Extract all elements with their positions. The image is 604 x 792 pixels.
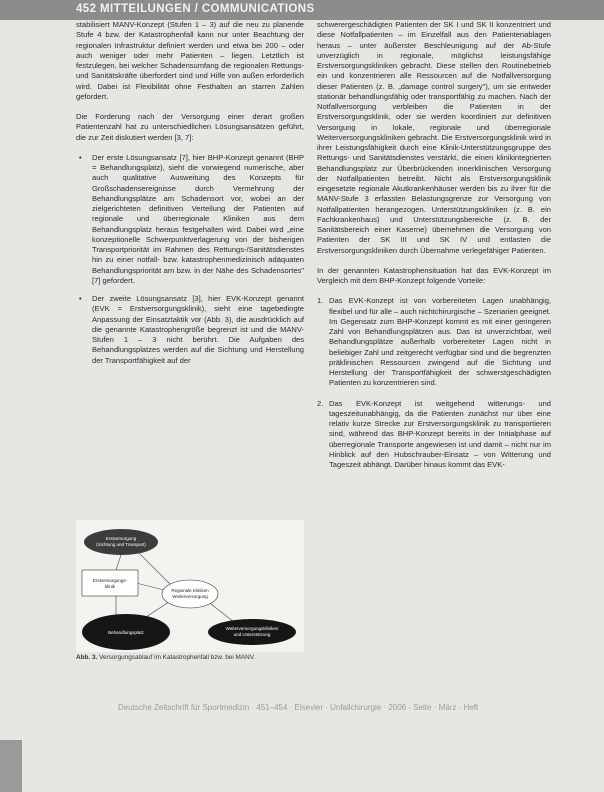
diagram-svg <box>76 520 304 652</box>
node-bottom-right <box>208 619 296 645</box>
node-left-mid-line2: klinik <box>104 584 116 589</box>
right-column <box>317 20 551 480</box>
caption-label: Abb. 3. <box>76 654 98 661</box>
advantage-text: Das EVK-Konzept ist weitgehend witterungs- und tageszeitunabhängig, da die Patienten zunächst nur über eine relativ kurze Strecke zur Erstversorgungsklinik zu transportieren sind, während das BHP-Konzept bereits in der Initialphase auf überregionale Transporte angewiesen ist und damit – nicht nur im Hinblick auf den Hubschrauber-Einsatz – von Witterung und Tageszeit abhängt. Darüber hinaus kommt das EVK- <box>329 398 551 469</box>
node-left-mid <box>82 570 138 596</box>
node-bottom-left-line1: Behandlungsplatz <box>108 630 144 635</box>
left-solutions-paragraph: Die Forderung nach der Versorgung einer derart großen Patientenzahl hat zu unterschiedlichen Lösungsansätzen geführt, die zur Zeit diskutiert werden [3, 7]: <box>76 112 304 142</box>
left-column <box>76 20 304 376</box>
right-intro-paragraph: schwerergeschädigten Patienten der SK I und SK II konzentriert und diese Notfallpatienten – im Einzelfall aus den Patientenablagen heraus – unter äußerster Beschleunigung auf der Ab-Stufe unverzüglich in regionale, möglichst leistungsfähige Erstversorgungskliniken gebracht. Diese stellen den Routinebetrieb ein und konzentrieren alle Ressourcen auf die Notfallversorgung dieser Patienten (z. B. „damage control surgery"), um sie entweder stationär behandlungsfähig oder transportfähig zu machen. Nach der Notfallversorgung verbleiben die Patienten in der Erstversorgungsklinik, oder sie werden koordiniert zur definitiven Versorgung in lokale, regionale und überregionale Weiterversorgungskliniken gebracht. Die Erstversorgungsklinik wird in ihrer Leistungsfähigkeit durch eine Klinik-Unterstützungsgruppe des Rettungs- und Sanitätsdienstes verstärkt, die einen klinikintegrierten Behandlungsplatz zur Überbrückenden innerklinischen Versorgung der Notfallpatienten betreibt. Nicht als Erstversorgungsklinik eingesetzte regionale Akutkrankenhäuser werden bis zu ihrer für die MANV-Stufe 3 erfassten Belastungsgrenze zur Versorgung von Notfallpatienten herangezogen. Unterstützungskliniken (z. B. ein Fachkrankenhaus) und Unterstützungsbereiche (z. B. der Sanitätsbereich einer Kaserne) übernehmen die Versorgung von Patienten der SK III und SK IV und entlasten die Erstversorgungskliniken durch Übernahme verlegefähiger Patienten. <box>317 20 551 255</box>
page-edge-bar <box>0 740 22 792</box>
bullet-evk-concept: • Der zweite Lösungsansatz [3], hier EVK-Konzept genannt (EVK = Erstversorgungsklinik), sieht eine tagebedingte Anpassung der Einsatztaktik vor (Abb. 3), die ausdrücklich auf die genannte Katastrophengröße begrenzt ist und die MANV-Stufen 1 – 3 nicht berührt. Die Aufgaben des Behandlungsplatzes werden auf die Sichtung und Herstellung der Transportfähigkeit auf der <box>76 294 304 366</box>
advantage-item-1 <box>317 296 551 388</box>
figure-3-diagram <box>76 520 304 652</box>
advantage-number: 2. <box>317 398 324 408</box>
node-bottom-right-line1: Weiterversorgungskliniken <box>225 626 279 631</box>
page-number: 452 <box>76 3 97 15</box>
advantage-text: Das EVK-Konzept ist von vorbereiteten Lagen unabhängig, flexibel und für alle – auch nichtchirurgische – Szenarien geeignet. Im Gegensatz zum BHP-Konzept kommt es mit einer geringeren Zahl von Behandlungsplätzen aus. Das ist unverzichtbar, weil Behandlungsplätze außerhalb vorbereiteter Lagen nicht in beliebiger Zahl und zeitgerecht verfügbar sind und die begrenzten präklinischen Ressourcen zwingend auf die Sichtung und Herstellung der Transportfähigkeit der schwerstgeschädigten Patienten zu konzentrieren sind. <box>329 296 551 388</box>
advantage-number: 1. <box>317 296 324 306</box>
bullet-bhp-concept: • Der erste Lösungsansatz [7], hier BHP-Konzept genannt (BHP = Behandlungsplatz), sieht die vorwiegend numerische, aber auch qualitative Ausweitung des Konzepts für Großschadensereignisse durch Vermehrung der Behandlungsplätze am Schadensort vor, wobei an der zielgerichteten definitiven Verteilung der Patienten auf regionale und überregionale Kliniken aus dem Behandlungsplatz heraus festgehalten wird. Dabei wird „eine konzeptionelle Schwerpunktverlagerung von der bisherigen Transportpriorität im Rahmen des Rettungs-/Sanitätsdienstes hin zu einer notfall- bzw. katastrophenmedizinisch adäquaten Behandlungspriorität am bzw. in der Nähe des Schadensortes" [7] gefordert. <box>76 153 304 286</box>
advantages-paragraph: In der genannten Katastrophensituation hat das EVK-Konzept im Vergleich mit dem BHP-Konzept folgende Vorteile: <box>317 265 551 285</box>
left-intro-paragraph: stabilisiert MANV-Konzept (Stufen 1 – 3) auf die neu zu planende Stufe 4 bzw. der Katastrophenfall kann nur unter Beachtung der regionalen Infrastruktur definiert werden und etwa bei 200 – oder auch weniger oder mehr Patienten – liegen. Letztlich ist festzulegen, bei welcher Schadensumfang die regionalen Rettungs- und Sanitätskräfte überfordert sind und Hilfe von außen erforderlich wird. Dabei ist Flexibilität ohne Festhalten an starren Zahlen gefordert. <box>76 20 304 101</box>
solutions-list <box>76 153 304 366</box>
caption-text: Versorgungsablauf im Katastrophenfall bzw. bei MANV. <box>99 654 256 661</box>
node-center-line1: Regionale Kliniken <box>171 588 209 593</box>
running-header <box>76 3 315 15</box>
node-top-left-line2: (Sichtung und Transport) <box>96 542 146 547</box>
node-top-left <box>84 529 158 555</box>
node-bottom-left <box>82 614 170 650</box>
node-center-line2: Weiterversorgung <box>172 594 208 599</box>
figure-caption <box>76 654 306 662</box>
header-title: MITTEILUNGEN / COMMUNICATIONS <box>100 3 315 15</box>
page-footer: Deutsche Zeitschrift für Sportmedizin · 451–454 · Elsevier · Unfallchirurgie · 2006 · Seite · März · Heft <box>118 703 479 712</box>
advantages-list <box>317 296 551 470</box>
node-center <box>162 580 218 608</box>
advantage-item-2 <box>317 399 551 471</box>
node-left-mid-line1: Erstversorgungs- <box>92 578 128 583</box>
node-bottom-right-line2: und Unterstützung <box>233 632 271 637</box>
node-top-left-line1: Erstversorgung <box>105 536 137 541</box>
